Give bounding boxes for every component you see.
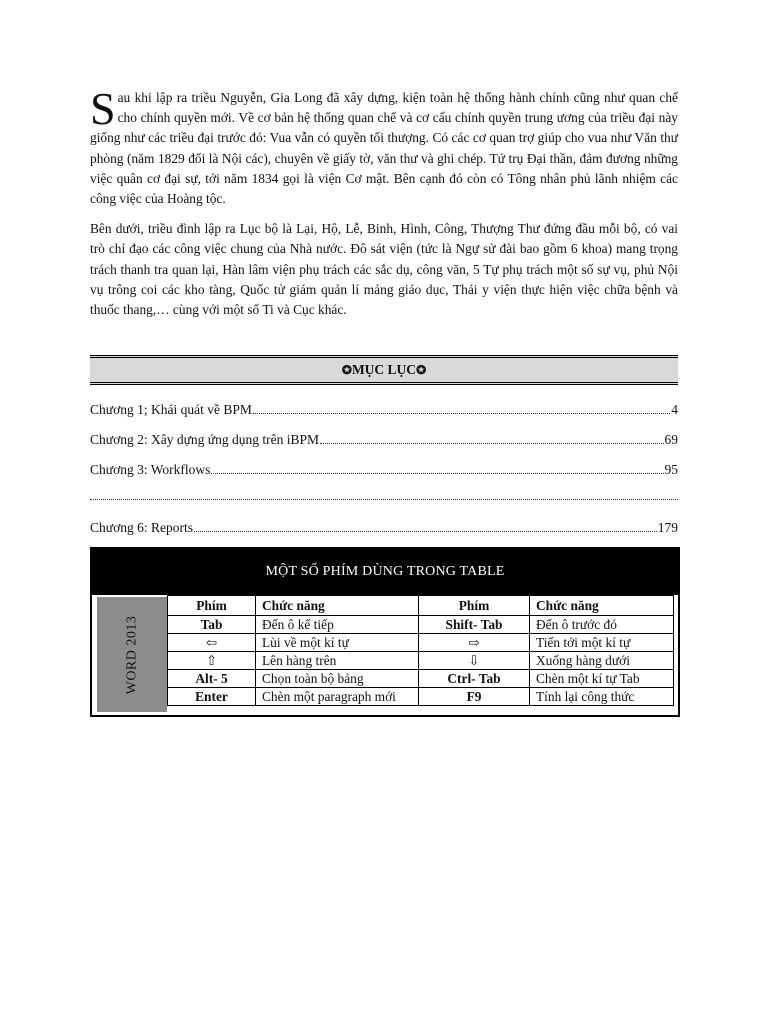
table-row <box>168 616 674 634</box>
arrow-up-icon: ⇧ <box>168 652 256 670</box>
toc-entry-3[interactable] <box>90 459 678 479</box>
arrow-right-icon: ⇨ <box>419 634 530 652</box>
function-cell: Xuống hàng dưới <box>530 652 674 670</box>
intro-paragraph-1 <box>90 83 678 209</box>
table-header-row <box>168 596 674 616</box>
table-row <box>168 652 674 670</box>
toc-entry-label: Chương 1; Khái quát về BPM <box>90 402 252 417</box>
intro-paragraph-2: Bên dưới, triều đình lập ra Lục bộ là Lại, Hộ, Lễ, Binh, Hình, Công, Thượng Thư đứng đầu mỗi bộ, có vai trò chỉ đạo các công việc chung của Nhà nước. Đô sát viện (tức là Ngự sử đài bao gồm 6 khoa) mang trọng trách thanh tra quan lại, Hàn lâm viện phụ trách các sắc dụ, công văn, 5 Tự phụ trách một số sự vụ, phủ Nội vụ trông coi các kho tàng, Quốc tử giám quản lí mảng giáo dục, Thái y viện thực hiện việc chữa bệnh và thuốc thang,… cùng với một số Ti và Cục khác. <box>90 221 678 318</box>
function-cell: Tiến tới một kí tự <box>530 634 674 652</box>
keys-table-title: MỘT SỐ PHÍM DÙNG TRONG TABLE <box>92 549 678 595</box>
function-cell: Chèn một kí tự Tab <box>530 670 674 688</box>
key-cell: Shift- Tab <box>419 616 530 634</box>
header-key-2: Phím <box>419 596 530 616</box>
side-label-panel <box>97 597 167 712</box>
table-row <box>168 634 674 652</box>
drop-cap: S <box>90 83 116 134</box>
toc-entry-4[interactable] <box>90 517 678 537</box>
toc-entry-page: 95 <box>664 462 678 477</box>
keys-table-box <box>90 547 680 717</box>
function-cell: Lùi về một kí tự <box>256 634 419 652</box>
header-key-1: Phím <box>168 596 256 616</box>
table-row <box>168 670 674 688</box>
keys-table <box>167 595 674 706</box>
function-cell: Chèn một paragraph mới <box>256 688 419 706</box>
toc-ellipsis-separator <box>90 497 678 500</box>
key-cell: Enter <box>168 688 256 706</box>
star-icon-left: ✪ <box>341 362 352 377</box>
function-cell: Lên hàng trên <box>256 652 419 670</box>
toc-entry-page: 4 <box>671 402 678 417</box>
toc-header <box>90 355 678 385</box>
key-cell: F9 <box>419 688 530 706</box>
toc-leader <box>211 459 663 474</box>
side-label: WORD 2013 <box>124 615 139 694</box>
function-cell: Đến ô kế tiếp <box>256 616 419 634</box>
toc-entry-page: 179 <box>657 520 678 535</box>
toc-leader <box>194 517 657 532</box>
function-cell: Tính lại công thức <box>530 688 674 706</box>
arrow-left-icon: ⇦ <box>168 634 256 652</box>
toc-entry-page: 69 <box>664 432 678 447</box>
toc-entry-label: Chương 3: Workflows <box>90 462 211 477</box>
key-cell: Alt- 5 <box>168 670 256 688</box>
header-function-1: Chức năng <box>256 596 419 616</box>
key-cell: Ctrl- Tab <box>419 670 530 688</box>
toc-leader <box>320 429 664 444</box>
intro-paragraph-1-text: au khi lập ra triều Nguyễn, Gia Long đã xây dựng, kiện toàn hệ thống hành chính cũng như quan chế cho chính quyền mới. Về cơ bản hệ thống quan chế và cơ cấu chính quyền trung ương của triều đại này giống như các triều đại trước đó: Vua vẫn có quyền tối thượng. Có các cơ quan trợ giúp cho vua như Văn thư phòng (năm 1829 đổi là Nội các), chuyên về giấy tờ, văn thư và ghi chép. Tứ trụ Đại thần, đảm đương những việc quân cơ đại sự, tới năm 1834 gọi là viện Cơ mật. Bên cạnh đó còn có Tông nhân phủ lãnh nhiệm các công việc của Hoàng tộc. <box>90 90 678 207</box>
toc-leader <box>253 399 670 414</box>
star-icon-right: ✪ <box>416 362 427 377</box>
toc-entry-1[interactable] <box>90 399 678 419</box>
key-cell: Tab <box>168 616 256 634</box>
header-function-2: Chức năng <box>530 596 674 616</box>
function-cell: Đến ô trước đó <box>530 616 674 634</box>
table-row <box>168 688 674 706</box>
intro-section <box>90 83 678 320</box>
toc-entry-2[interactable] <box>90 429 678 449</box>
toc-entry-label: Chương 2: Xây dựng ứng dụng trên iBPM <box>90 432 319 447</box>
arrow-down-icon: ⇩ <box>419 652 530 670</box>
function-cell: Chọn toàn bộ bảng <box>256 670 419 688</box>
toc-title: MỤC LỤC <box>351 362 417 377</box>
toc-entry-label: Chương 6: Reports <box>90 520 193 535</box>
